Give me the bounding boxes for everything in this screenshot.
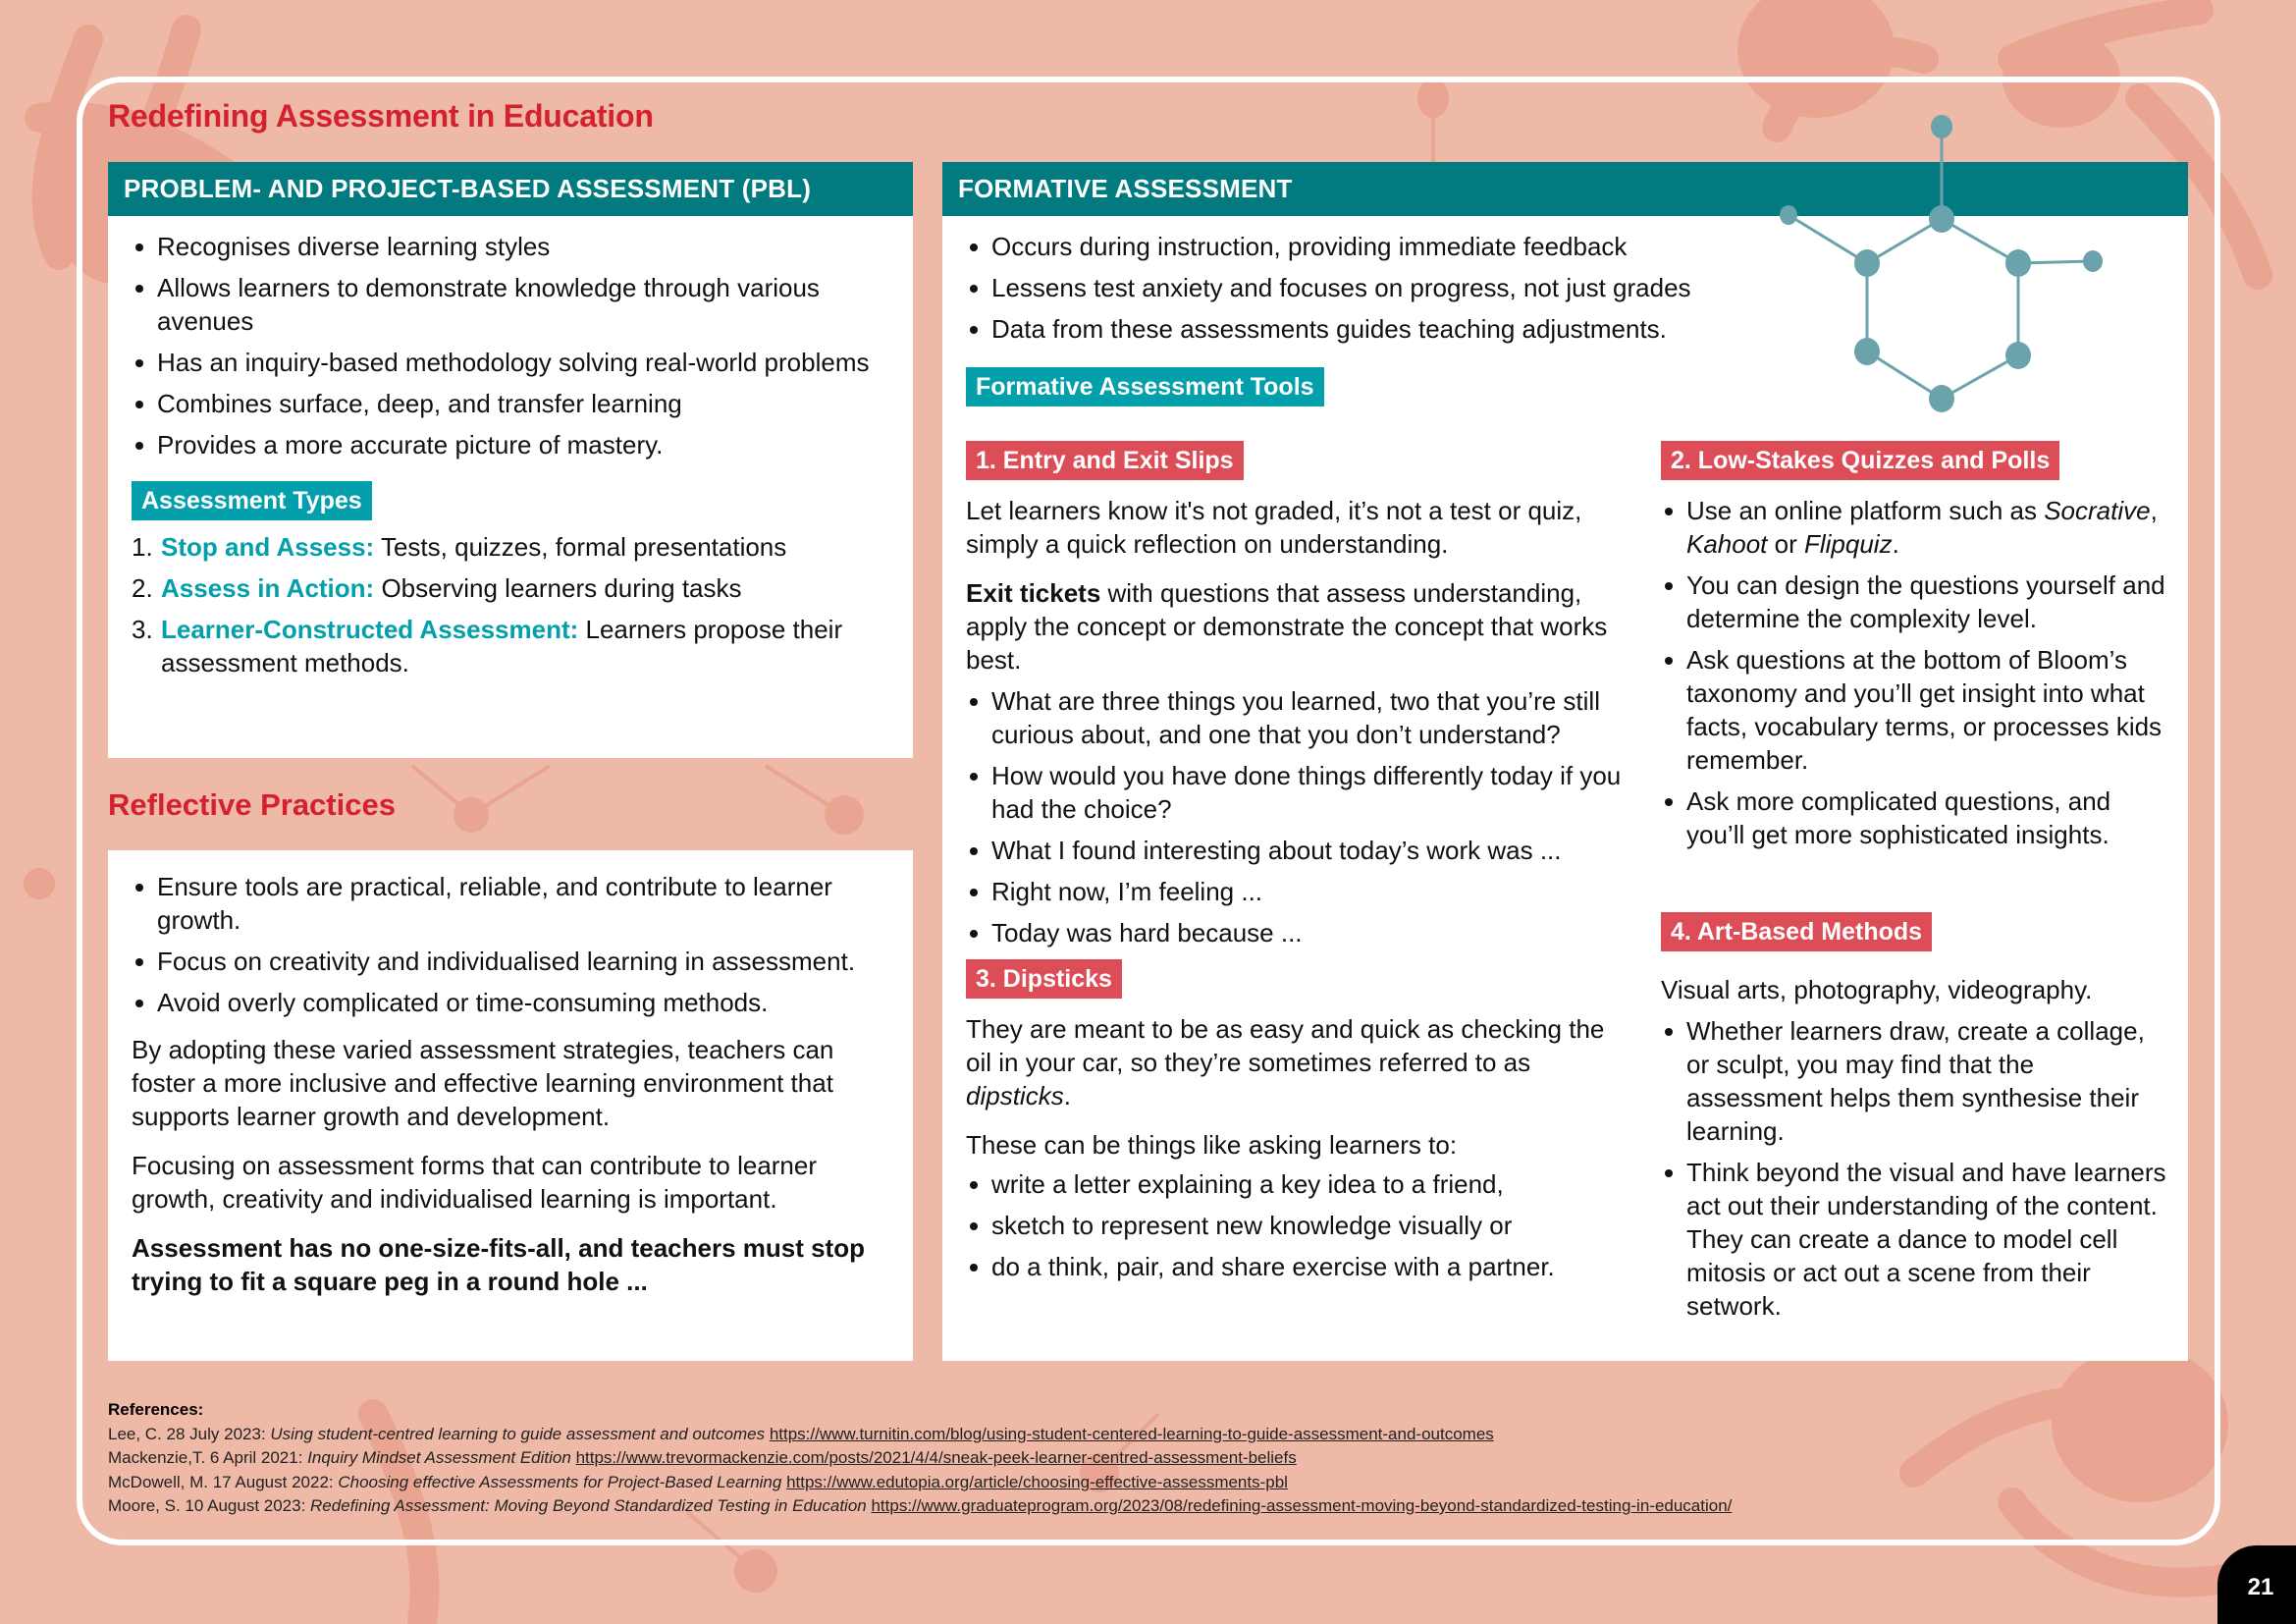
list-item: Provides a more accurate picture of mastery.: [132, 428, 889, 461]
page-title: Redefining Assessment in Education: [108, 98, 654, 134]
reflective-bullet-list: [132, 870, 889, 1019]
list-item: Has an inquiry-based methodology solving real-world problems: [132, 346, 889, 379]
type-term: Learner-Constructed Assessment:: [161, 615, 579, 644]
list-item: Allows learners to demonstrate knowledge through various avenues: [132, 271, 889, 338]
list-item: Think beyond the visual and have learners act out their understanding of the content. They can create a dance to model cell mitosis or act out a scene from their setwork.: [1661, 1156, 2171, 1323]
page-number: 21: [2217, 1545, 2296, 1624]
reference-item: [108, 1423, 1732, 1447]
exit-tickets-paragraph: [966, 576, 1633, 677]
type-desc: Learners propose their assessment methods.: [161, 615, 843, 677]
formative-header: FORMATIVE ASSESSMENT: [942, 162, 2188, 216]
reference-work: Inquiry Mindset Assessment Edition: [307, 1448, 571, 1467]
reference-author: Mackenzie,T. 6 April 2021:: [108, 1448, 308, 1467]
list-item: [132, 613, 889, 679]
tools-right-column: [1661, 441, 2171, 1330]
punctuation: .: [1063, 1081, 1071, 1110]
formative-bullet-list: [966, 230, 1751, 346]
dipsticks-intro-text: They are meant to be as easy and quick as checking the oil in your car, so they’re sometimes referred to as: [966, 1014, 1605, 1077]
reference-work: Choosing effective Assessments for Project-Based Learning: [338, 1472, 782, 1491]
item-number: 2.: [132, 573, 153, 603]
tool-art-based-tag: 4. Art-Based Methods: [1661, 912, 1932, 951]
formative-tools-tag: Formative Assessment Tools: [966, 367, 1324, 406]
assessment-types-list: [132, 530, 889, 679]
list-item: [1661, 494, 2171, 561]
list-item: Combines surface, deep, and transfer learning: [132, 387, 889, 420]
list-item: sketch to represent new knowledge visually or: [966, 1209, 1633, 1242]
tool-quizzes-tag: 2. Low-Stakes Quizzes and Polls: [1661, 441, 2059, 480]
list-item: Focus on creativity and individualised learning in assessment.: [132, 945, 889, 978]
dipsticks-term: dipsticks: [966, 1081, 1064, 1110]
platform-name: Kahoot: [1686, 529, 1768, 559]
reference-item: [108, 1494, 1732, 1519]
reference-author: Lee, C. 28 July 2023:: [108, 1424, 271, 1443]
reference-link[interactable]: https://www.edutopia.org/article/choosing-effective-assessments-pbl: [786, 1472, 1288, 1491]
type-desc: Tests, quizzes, formal presentations: [374, 532, 787, 562]
list-item: Right now, I’m feeling ...: [966, 875, 1633, 908]
type-desc: Observing learners during tasks: [374, 573, 742, 603]
dipsticks-lead: These can be things like asking learners to:: [966, 1130, 1458, 1160]
pbl-panel: [108, 162, 913, 758]
quizzes-list: [1661, 494, 2171, 851]
list-item: How would you have done things differently today if you had the choice?: [966, 759, 1633, 826]
reflective-conclusion: Assessment has no one-size-fits-all, and teachers must stop trying to fit a square peg in a round hole ...: [132, 1233, 865, 1296]
list-item: Recognises diverse learning styles: [132, 230, 889, 263]
type-term: Assess in Action:: [161, 573, 375, 603]
item-text: Use an online platform such as: [1686, 496, 2045, 525]
separator: ,: [2150, 496, 2158, 525]
dipsticks-intro: [966, 1012, 1633, 1112]
list-item: Ask more complicated questions, and you’ll get more sophisticated insights.: [1661, 785, 2171, 851]
art-list: [1661, 1014, 2171, 1323]
exit-tickets-term: Exit tickets: [966, 578, 1101, 608]
reflective-paragraph: By adopting these varied assessment strategies, teachers can foster a more inclusive and effective learning environment that supports learner growth and development.: [132, 1035, 834, 1131]
platform-name: Socrative: [2044, 496, 2151, 525]
list-item: Data from these assessments guides teaching adjustments.: [966, 312, 1751, 346]
art-intro: Visual arts, photography, videography.: [1661, 975, 2093, 1004]
reference-link[interactable]: https://www.turnitin.com/blog/using-student-centered-learning-to-guide-assessment-and-outcomes: [769, 1424, 1494, 1443]
list-item: Whether learners draw, create a collage, or sculpt, you may find that the assessment helps them synthesise their learning.: [1661, 1014, 2171, 1148]
list-item: Ask questions at the bottom of Bloom’s taxonomy and you’ll get insight into what facts, vocabulary terms, or processes kids remember.: [1661, 643, 2171, 777]
tool-intro: Let learners know it's not graded, it’s not a test or quiz, simply a quick reflection on understanding.: [966, 496, 1582, 559]
reference-item: [108, 1446, 1732, 1471]
separator: or: [1767, 529, 1804, 559]
list-item: do a think, pair, and share exercise with a partner.: [966, 1250, 1633, 1283]
pbl-bullet-list: [132, 230, 889, 461]
list-item: You can design the questions yourself and determine the complexity level.: [1661, 568, 2171, 635]
reference-work: Redefining Assessment: Moving Beyond Standardized Testing in Education: [310, 1496, 867, 1515]
reference-link[interactable]: https://www.graduateprogram.org/2023/08/redefining-assessment-moving-beyond-standardized-testing-in-education/: [871, 1496, 1733, 1515]
item-number: 1.: [132, 532, 153, 562]
list-item: Occurs during instruction, providing immediate feedback: [966, 230, 1751, 263]
item-number: 3.: [132, 615, 153, 644]
tool-dipsticks-tag: 3. Dipsticks: [966, 959, 1122, 999]
list-item: Today was hard because ...: [966, 916, 1633, 949]
reference-work: Using student-centred learning to guide assessment and outcomes: [270, 1424, 766, 1443]
list-item: Ensure tools are practical, reliable, and contribute to learner growth.: [132, 870, 889, 937]
pbl-header: PROBLEM- AND PROJECT-BASED ASSESSMENT (PBL): [108, 162, 913, 216]
list-item: [132, 530, 889, 564]
references-title: References:: [108, 1400, 204, 1419]
reflective-practices-heading: Reflective Practices: [108, 787, 396, 822]
tools-left-column: [966, 441, 1633, 1291]
list-item: What are three things you learned, two that you’re still curious about, and one that you don’t understand?: [966, 684, 1633, 751]
platform-name: Flipquiz: [1803, 529, 1893, 559]
dipsticks-list: [966, 1167, 1633, 1283]
reflective-paragraph: Focusing on assessment forms that can contribute to learner growth, creativity and individualised learning is important.: [132, 1151, 818, 1214]
reference-item: [108, 1471, 1732, 1495]
reference-author: Moore, S. 10 August 2023:: [108, 1496, 311, 1515]
list-item: Avoid overly complicated or time-consuming methods.: [132, 986, 889, 1019]
list-item: [132, 571, 889, 605]
assessment-types-tag: Assessment Types: [132, 481, 372, 520]
reflective-panel: [108, 850, 913, 1361]
exit-tickets-desc: with questions that assess understanding, apply the concept or demonstrate the concept that works best.: [966, 578, 1608, 675]
type-term: Stop and Assess:: [161, 532, 375, 562]
list-item: Lessens test anxiety and focuses on progress, not just grades: [966, 271, 1751, 304]
reference-author: McDowell, M. 17 August 2022:: [108, 1472, 339, 1491]
reference-link[interactable]: https://www.trevormackenzie.com/posts/2021/4/4/sneak-peek-learner-centred-assessment-beliefs: [575, 1448, 1297, 1467]
list-item: write a letter explaining a key idea to a friend,: [966, 1167, 1633, 1201]
list-item: What I found interesting about today’s work was ...: [966, 834, 1633, 867]
tool-entry-exit-tag: 1. Entry and Exit Slips: [966, 441, 1244, 480]
molecule-icon: [1777, 108, 2140, 422]
references: [108, 1398, 1732, 1519]
exit-questions-list: [966, 684, 1633, 949]
punctuation: .: [1892, 529, 1899, 559]
